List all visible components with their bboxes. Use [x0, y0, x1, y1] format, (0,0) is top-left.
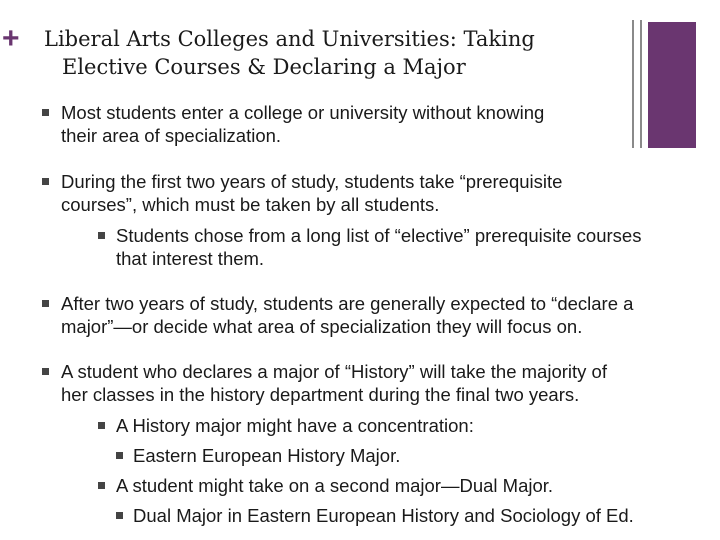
bullet-square-icon: [42, 109, 49, 116]
bullet-text-line: major”—or decide what area of specialization they will focus on.: [61, 316, 583, 337]
bullet-text-line: her classes in the history department during the final two years.: [61, 384, 580, 405]
slide-title: [44, 25, 624, 81]
bullet-text-line: Eastern European History Major.: [133, 445, 401, 466]
bullet-text-line: Most students enter a college or university without knowing: [61, 102, 545, 123]
bullet-square-icon: [98, 232, 105, 239]
bullet-text-line: Students chose from a long list of “elective” prerequisite courses: [116, 225, 642, 246]
bullet-text-line: their area of specialization.: [61, 125, 282, 146]
bullet-text-line: A student might take on a second major—Dual Major.: [116, 475, 554, 496]
bullet-text-line: After two years of study, students are generally expected to “declare a: [61, 293, 634, 314]
bullet-square-icon: [116, 452, 123, 459]
bullet-square-icon: [98, 482, 105, 489]
bullet-text-line: courses”, which must be taken by all students.: [61, 194, 440, 215]
bullet-square-icon: [98, 422, 105, 429]
bullet-item: [133, 504, 634, 527]
bullet-text-line: Dual Major in Eastern European History and Sociology of Ed.: [133, 505, 634, 526]
bullet-item: [116, 224, 641, 270]
bullet-item: [61, 170, 562, 216]
bullet-text-line: A student who declares a major of “History” will take the majority of: [61, 361, 607, 382]
decorative-vertical-lines: [632, 20, 642, 148]
bullet-square-icon: [42, 178, 49, 185]
bullet-square-icon: [116, 512, 123, 519]
decorative-purple-block: [648, 22, 696, 148]
plus-icon: +: [2, 22, 20, 55]
bullet-item: [133, 444, 400, 467]
bullet-item: [61, 101, 544, 147]
bullet-text-line: A History major might have a concentration:: [116, 415, 474, 436]
bullet-item: [61, 360, 607, 406]
bullet-text-line: During the first two years of study, students take “prerequisite: [61, 171, 563, 192]
slide-title-line-1: Liberal Arts Colleges and Universities: Taking: [44, 27, 535, 51]
bullet-item: [116, 474, 553, 497]
bullet-square-icon: [42, 368, 49, 375]
bullet-square-icon: [42, 300, 49, 307]
bullet-item: [116, 414, 474, 437]
bullet-item: [61, 292, 633, 338]
bullet-text-line: that interest them.: [116, 248, 265, 269]
slide-title-line-2: Elective Courses & Declaring a Major: [62, 55, 466, 79]
